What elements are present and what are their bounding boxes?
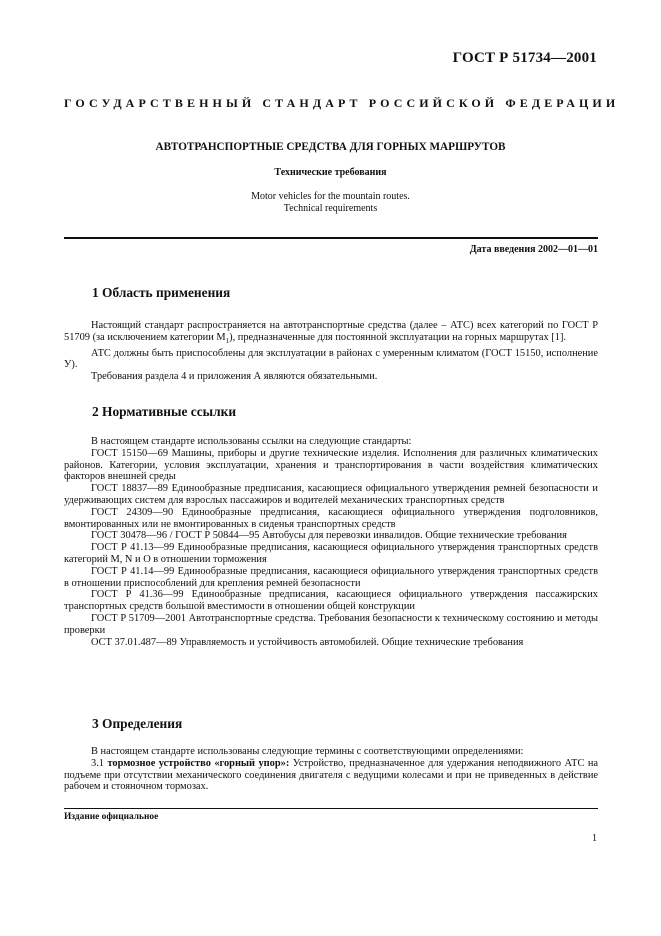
- section-1-paragraph-3: Требования раздела 4 и приложения А являются обязательными.: [91, 371, 378, 383]
- section-1-paragraph-2: АТС должны быть приспособлены для эксплуатации в районах с умеренным климатом (ГОСТ 15150, исполнение У).: [64, 347, 598, 371]
- definition-text: Устройство, предназначенное для удержания неподвижного АТС на подъеме при отсутствии механического соединения двигателя с ведущими колесами и при не приведенных в действие рабочем и стояночном тормозах.: [64, 757, 598, 793]
- document-code: ГОСТ Р 51734—2001: [452, 50, 597, 66]
- header-divider: [64, 237, 598, 239]
- section-2-intro: В настоящем стандарте использованы ссылки на следующие стандарты:: [91, 436, 412, 447]
- reference-item: ГОСТ Р 41.13—99 Единообразные предписания, касающиеся официального утверждения транспортных средств категорий M, N и O в отношении торможения: [64, 542, 598, 565]
- section-3-heading: 3 Определения: [92, 716, 183, 731]
- section-1-body: [64, 320, 598, 383]
- english-title: [64, 191, 597, 215]
- reference-item: ГОСТ 30478—96 / ГОСТ Р 50844—95 Автобусы для перевозки инвалидов. Общие технические требования: [91, 530, 567, 542]
- document-title: АВТОТРАНСПОРТНЫЕ СРЕДСТВА ДЛЯ ГОРНЫХ МАРШРУТОВ: [155, 141, 506, 153]
- p1-part-b: ), предназначенные для постоянной эксплуатации на горных маршрутах [1].: [229, 331, 567, 343]
- reference-item: ГОСТ Р 41.14—99 Единообразные предписания, касающиеся официального утверждения транспортных средств в отношении приспособлений для крепления ремней безопасности: [64, 565, 598, 589]
- section-3-body: [64, 746, 598, 793]
- p1-subscript: 1: [225, 336, 230, 345]
- footer-divider: [64, 808, 598, 809]
- section-3-intro: В настоящем стандарте использованы следующие термины с соответствующими определениями:: [91, 746, 524, 757]
- page-number: 1: [592, 833, 597, 844]
- definition-term: тормозное устройство «горный упор»:: [107, 757, 290, 769]
- document-subtitle: Технические требования: [274, 167, 387, 178]
- reference-item: ОСТ 37.01.487—89 Управляемость и устойчивость автомобилей. Общие технические требования: [91, 636, 524, 648]
- english-title-line1: Motor vehicles for the mountain routes.: [251, 191, 410, 202]
- reference-item: ГОСТ Р 41.36—99 Единообразные предписания, касающиеся официального утверждения пассажирских транспортных средств большой вместимости в отношении общей конструкции: [64, 589, 598, 613]
- definition-3-1: [64, 758, 598, 793]
- p1-part-a: Настоящий стандарт распространяется на автотранспортные средства (далее – АТС) всех категорий по ГОСТ Р 51709 (за исключением категории М: [64, 320, 598, 343]
- reference-item: ГОСТ 18837—89 Единообразные предписания, касающиеся официального утверждения ремней безопасности и удерживающих систем для взрослых пассажиров и водителей механических транспортных средств: [64, 483, 598, 506]
- section-1-paragraph-1: [64, 320, 598, 348]
- edition-label: Издание официальное: [64, 812, 159, 822]
- english-title-line2: Technical requirements: [283, 203, 378, 214]
- reference-item: ГОСТ Р 51709—2001 Автотранспортные средства. Требования безопасности к техническому состоянию и методы проверки: [64, 612, 598, 636]
- definition-number: 3.1: [91, 757, 104, 769]
- section-2-body: [64, 436, 598, 648]
- reference-item: ГОСТ 15150—69 Машины, приборы и другие технические изделия. Исполнения для различных климатических районов. Категории, условия эксплуатации, хранения и транспортирования в части воздействия климатических факторов внешней среды: [64, 447, 598, 483]
- state-standard-heading: ГОСУДАРСТВЕННЫЙ СТАНДАРТ РОССИЙСКОЙ ФЕДЕРАЦИИ: [64, 96, 620, 110]
- section-1-heading: 1 Область применения: [92, 285, 231, 300]
- reference-item: ГОСТ 24309—90 Единообразные предписания, касающиеся официального утверждения подголовников, вмонтированных или не вмонтированных в сиденья транспортных средств: [64, 506, 598, 530]
- intro-date: Дата введения 2002—01—01: [469, 244, 598, 255]
- section-2-heading: 2 Нормативные ссылки: [92, 404, 237, 419]
